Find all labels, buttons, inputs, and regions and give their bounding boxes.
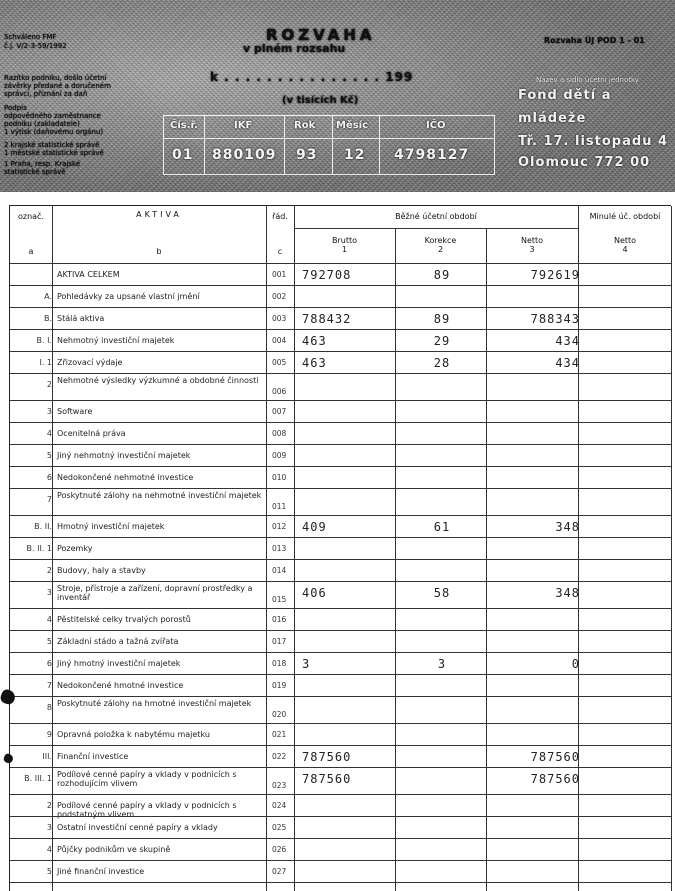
id-label-cisr: Čís.ř. xyxy=(170,120,198,131)
row-label: Hmotný investiční majetek xyxy=(57,522,165,531)
value-korekce: 61 xyxy=(433,520,451,534)
header-col-c: c xyxy=(277,247,283,256)
row-designation: 6 xyxy=(46,473,52,482)
document-subtitle: v plném rozsahu xyxy=(243,42,346,55)
value-korekce: 89 xyxy=(433,268,451,282)
value-korekce: 58 xyxy=(433,586,451,600)
table-row xyxy=(10,401,672,423)
table-row xyxy=(10,560,672,582)
table-row xyxy=(10,308,672,330)
table-row xyxy=(10,286,672,308)
header-left-label: správci, přiznání za daň xyxy=(4,90,88,98)
row-number: 018 xyxy=(272,659,287,668)
header-left-label: Schváleno FMF xyxy=(4,33,57,41)
row-number: 006 xyxy=(272,387,287,396)
row-designation: 7 xyxy=(46,681,52,690)
row-designation: 4 xyxy=(46,615,52,624)
header-prev-netto: Netto 4 xyxy=(613,236,637,254)
row-number: 016 xyxy=(272,615,287,624)
row-label: Nehmotné výsledky výzkumné a obdobné činnosti xyxy=(57,376,259,385)
row-label: Nedokončené hmotné investice xyxy=(57,681,184,690)
row-number: 022 xyxy=(272,752,287,761)
table-row xyxy=(10,330,672,352)
header-previous-period: Minulé úč. období xyxy=(589,212,661,221)
header-col-a: a xyxy=(28,247,34,256)
row-label: Zřizovací výdaje xyxy=(57,358,123,367)
value-netto: 787560 xyxy=(530,772,580,786)
form-code: Rozvaha ÚJ POD 1 - 01 xyxy=(544,36,645,45)
row-number: 027 xyxy=(272,867,287,876)
row-designation: 7 xyxy=(46,495,52,504)
row-designation: 3 xyxy=(46,823,52,832)
row-designation: B. xyxy=(43,314,52,323)
row-label: Pěstitelské celky trvalých porostů xyxy=(57,615,191,624)
row-label: Nehmotný investiční majetek xyxy=(57,336,175,345)
table-row xyxy=(10,861,672,883)
row-number: 009 xyxy=(272,451,287,460)
row-label: Poskytnuté zálohy na hmotné investiční majetek xyxy=(57,699,252,708)
row-label: Podílové cenné papíry a vklady v podnicích s podstatným vlivem xyxy=(57,801,237,819)
value-netto: 0 xyxy=(571,657,580,671)
value-netto: 787560 xyxy=(530,750,580,764)
row-designation: B. II. 1 xyxy=(26,544,52,553)
id-label-mesic: Měsíc xyxy=(336,120,369,131)
table-row xyxy=(10,653,672,675)
row-designation: 3 xyxy=(46,407,52,416)
row-number: 017 xyxy=(272,637,287,646)
table-row xyxy=(10,609,672,631)
document-header xyxy=(0,0,675,192)
header-brutto: Brutto 1 xyxy=(331,236,357,254)
row-designation: B. II. xyxy=(34,522,52,531)
value-netto: 348 xyxy=(555,520,580,534)
units-label: (v tisících Kč) xyxy=(282,95,359,106)
header-rad: řád. xyxy=(272,212,288,221)
header-left-label: 1 výtisk (daňovému orgánu) xyxy=(4,128,104,136)
row-number: 021 xyxy=(272,730,287,739)
id-label-rok: Rok xyxy=(294,120,316,131)
id-value-ikf: 880109 xyxy=(212,147,277,163)
id-value-mesic: 12 xyxy=(344,147,366,163)
header-oznac: označ. xyxy=(17,212,44,221)
row-number: 025 xyxy=(272,823,287,832)
header-col-b: b xyxy=(156,247,162,256)
value-brutto: 788432 xyxy=(302,312,352,326)
value-brutto: 463 xyxy=(302,356,327,370)
row-designation: 9 xyxy=(46,730,52,739)
table-row xyxy=(10,768,672,795)
row-number: 026 xyxy=(272,845,287,854)
address-line-1: Fond dětí a xyxy=(518,88,612,103)
identification-box xyxy=(163,115,495,175)
date-prefix: k xyxy=(210,70,219,84)
header-left-label: č.j. V/2-3-59/1992 xyxy=(4,42,67,50)
row-designation: 2 xyxy=(46,380,52,389)
value-netto: 788343 xyxy=(530,312,580,326)
row-designation: 2 xyxy=(46,801,52,810)
row-designation: III. xyxy=(42,752,52,761)
row-number: 003 xyxy=(272,314,287,323)
id-value-rok: 93 xyxy=(296,147,318,163)
address-line-2: mládeže xyxy=(518,111,587,126)
header-left-label: statistické správě xyxy=(4,168,66,176)
row-designation: A. xyxy=(44,292,52,301)
row-number: 010 xyxy=(272,473,287,482)
header-current-period: Běžné účetní období xyxy=(395,212,477,221)
row-label: Stálá aktiva xyxy=(57,314,105,323)
value-brutto: 787560 xyxy=(302,750,352,764)
row-number: 020 xyxy=(272,710,287,719)
value-netto: 434 xyxy=(555,334,580,348)
id-label-ico: IČO xyxy=(426,120,446,131)
table-row xyxy=(10,795,672,817)
row-number: 001 xyxy=(272,270,287,279)
value-brutto: 463 xyxy=(302,334,327,348)
row-label: Jiné finanční investice xyxy=(57,867,145,876)
row-label: Jiný hmotný investiční majetek xyxy=(57,659,181,668)
table-row xyxy=(10,724,672,746)
id-value-ico: 4798127 xyxy=(394,147,470,163)
date-year: 199 xyxy=(385,70,414,84)
value-brutto: 406 xyxy=(302,586,327,600)
table-row xyxy=(10,264,672,286)
table-row xyxy=(10,697,672,724)
date-dots: . . . . . . . . . . . . . . . xyxy=(224,70,386,84)
header-aktiva: AKTIVA xyxy=(136,210,182,219)
row-number: 011 xyxy=(272,502,287,511)
row-designation: I. 1 xyxy=(39,358,52,367)
address-label: Název a sídlo účetní jednotky xyxy=(536,76,639,84)
document-title: ROZVAHA xyxy=(266,26,376,44)
row-designation: B. III. 1 xyxy=(24,774,52,783)
table-row xyxy=(10,817,672,839)
value-netto: 434 xyxy=(555,356,580,370)
header-left-label: podniku (zakladatele) xyxy=(4,120,80,128)
row-label: Podílové cenné papíry a vklady v podnicích s rozhodujícím vlivem xyxy=(57,770,237,788)
value-brutto: 787560 xyxy=(302,772,352,786)
row-label: Základní stádo a tažná zvířata xyxy=(57,637,179,646)
row-number: 014 xyxy=(272,566,287,575)
row-number: 005 xyxy=(272,358,287,367)
value-netto: 792619 xyxy=(530,268,580,282)
row-designation: 5 xyxy=(46,867,52,876)
table-row xyxy=(10,489,672,516)
row-designation: B. I. xyxy=(36,336,52,345)
row-number: 007 xyxy=(272,407,287,416)
row-label: Půjčky podnikům ve skupině xyxy=(57,845,171,854)
address-line-4: Olomouc 772 00 xyxy=(518,155,651,170)
table-row xyxy=(10,467,672,489)
value-korekce: 3 xyxy=(437,657,447,671)
table-row xyxy=(10,445,672,467)
row-number: 012 xyxy=(272,522,287,531)
header-left-label: 1 Praha, resp. Krajské xyxy=(4,160,81,168)
balance-sheet-table xyxy=(9,205,671,891)
table-row xyxy=(10,582,672,609)
value-brutto: 792708 xyxy=(302,268,352,282)
row-designation: 5 xyxy=(46,451,52,460)
header-korekce: Korekce 2 xyxy=(424,236,457,254)
header-left-label: 1 městské statistické správě xyxy=(4,149,104,157)
row-designation: 4 xyxy=(46,845,52,854)
header-left-label: odpovědného zaměstnance xyxy=(4,112,101,120)
row-number: 013 xyxy=(272,544,287,553)
id-value-cisr: 01 xyxy=(172,147,194,163)
row-label: Finanční investice xyxy=(57,752,129,761)
row-designation: 3 xyxy=(46,588,52,597)
row-label: Pozemky xyxy=(57,544,93,553)
table-row xyxy=(10,516,672,538)
row-label: Ostatní investiční cenné papíry a vklady xyxy=(57,823,218,832)
row-label: Pohledávky za upsané vlastní jmění xyxy=(57,292,200,301)
row-label: Jiný nehmotný investiční majetek xyxy=(57,451,191,460)
table-row xyxy=(10,423,672,445)
row-designation: 5 xyxy=(46,637,52,646)
row-number: 008 xyxy=(272,429,287,438)
header-left-label: závěrky předané a doručeném xyxy=(4,82,111,90)
value-brutto: 409 xyxy=(302,520,327,534)
row-number: 024 xyxy=(272,801,287,810)
row-designation: 6 xyxy=(46,659,52,668)
header-netto: Netto 3 xyxy=(520,236,544,254)
row-label: Budovy, haly a stavby xyxy=(57,566,146,575)
table-row xyxy=(10,374,672,401)
table-row xyxy=(10,675,672,697)
row-designation: 4 xyxy=(46,429,52,438)
row-label: Software xyxy=(57,407,93,416)
value-korekce: 29 xyxy=(433,334,451,348)
balance-date xyxy=(210,70,413,84)
row-designation: 2 xyxy=(46,566,52,575)
address-line-3: Tř. 17. listopadu 4 xyxy=(518,134,669,149)
row-number: 023 xyxy=(272,781,287,790)
row-label: AKTIVA CELKEM xyxy=(57,270,120,279)
header-left-label: Razítko podniku, došlo účetní xyxy=(4,74,107,82)
row-label: Stroje, přístroje a zařízení, dopravní prostředky a inventář xyxy=(57,584,253,602)
table-row xyxy=(10,352,672,374)
table-row xyxy=(10,538,672,560)
value-korekce: 89 xyxy=(433,312,451,326)
table-row xyxy=(10,746,672,768)
row-label: Nedokončené nehmotné investice xyxy=(57,473,194,482)
row-number: 004 xyxy=(272,336,287,345)
row-label: Opravná položka k nabytému majetku xyxy=(57,730,210,739)
value-korekce: 28 xyxy=(433,356,451,370)
row-label: Poskytnuté zálohy na nehmotné investiční majetek xyxy=(57,491,262,500)
row-designation: 8 xyxy=(46,703,52,712)
row-number: 019 xyxy=(272,681,287,690)
table-row xyxy=(10,631,672,653)
id-label-ikf: IKF xyxy=(234,120,253,131)
row-label: Ocenitelná práva xyxy=(57,429,126,438)
value-netto: 348 xyxy=(555,586,580,600)
header-left-label: Podpis xyxy=(4,104,27,112)
row-number: 002 xyxy=(272,292,287,301)
table-row xyxy=(10,839,672,861)
value-brutto: 3 xyxy=(302,657,311,671)
row-number: 015 xyxy=(272,595,287,604)
header-left-label: 2 krajské statistické správě xyxy=(4,141,100,149)
